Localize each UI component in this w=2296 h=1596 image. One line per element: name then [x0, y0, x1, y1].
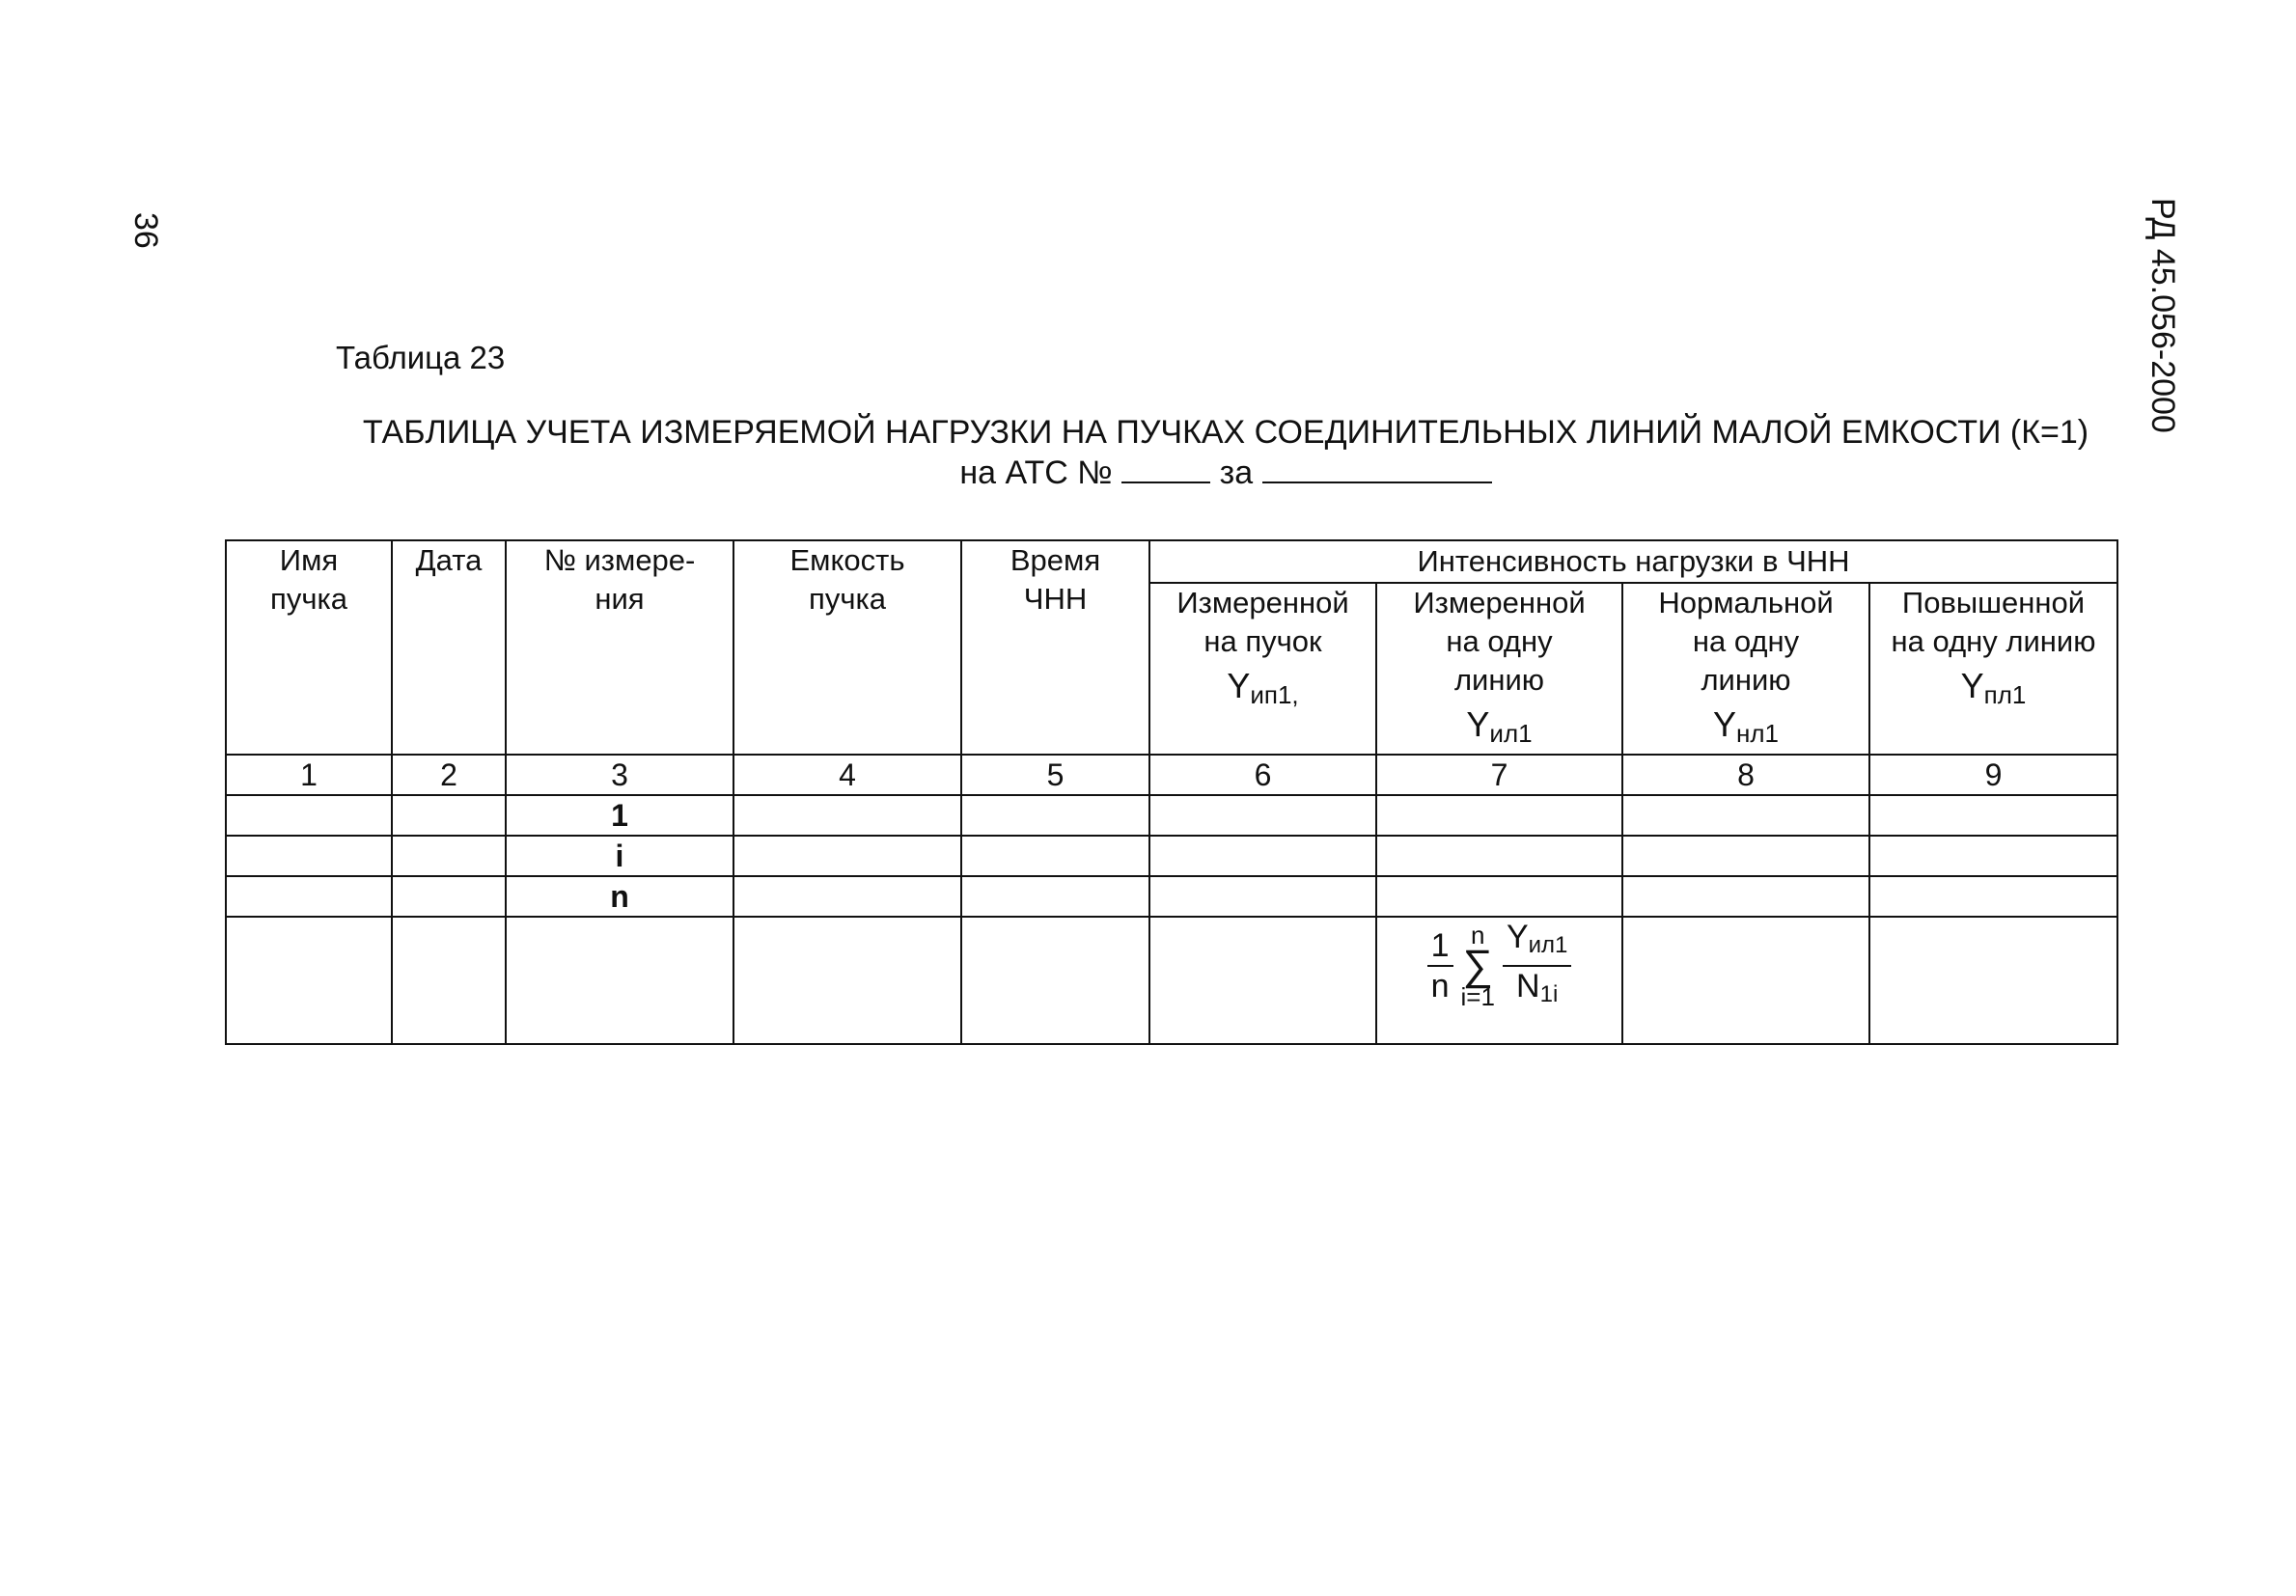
- header-normal-per-line: Нормальной на одну линию $Y_{нл1}$: [1622, 583, 1869, 755]
- column-number: 8: [1622, 755, 1869, 795]
- column-number: 6: [1149, 755, 1376, 795]
- average-formula: $\frac{1}{n}$ n ∑ i=1 $\frac{Y_{ил1}}{N_{1i}}$: [1424, 918, 1576, 1014]
- header-measurement-number: № измере- ния: [506, 540, 733, 755]
- page-number: 36: [127, 212, 164, 249]
- period-blank: [1262, 454, 1492, 483]
- column-number-row: [226, 755, 2117, 795]
- load-table: [225, 539, 2118, 1045]
- symbol-y-ip1: $Y_{ип1,}$: [1227, 666, 1299, 709]
- header-load-intensity-group: Интенсивность нагрузки в ЧНН: [1149, 540, 2117, 583]
- table-row: [226, 836, 2117, 876]
- symbol-y-nl1: $Y_{нл1}$: [1712, 704, 1779, 748]
- header-increased-per-line: Повышенной на одну линию $Y_{пл1}$: [1869, 583, 2117, 755]
- header-measured-per-line: Измеренной на одну линию $Y_{ил1}$: [1376, 583, 1622, 755]
- table-row: [226, 876, 2117, 917]
- document-code: РД 45.056-2000: [2144, 198, 2181, 433]
- ats-number-blank: [1121, 454, 1210, 483]
- sum-sign: n ∑ i=1: [1460, 921, 1495, 1011]
- column-number: 7: [1376, 755, 1622, 795]
- column-number: 1: [226, 755, 392, 795]
- header-measured-per-bundle: Измеренной на пучок $Y_{ип1,}$: [1149, 583, 1376, 755]
- column-number: 5: [961, 755, 1149, 795]
- column-number: 2: [392, 755, 506, 795]
- symbol-y-pl1: $Y_{пл1}$: [1960, 666, 2027, 709]
- summary-row: [226, 917, 2117, 1044]
- header-busy-hour-time: Время ЧНН: [961, 540, 1149, 755]
- measurement-index: 1: [506, 795, 733, 836]
- table-label: Таблица 23: [336, 340, 506, 375]
- subtitle-prefix: на АТС №: [959, 454, 1113, 491]
- header-bundle-capacity: Емкость пучка: [733, 540, 961, 755]
- column-number: 3: [506, 755, 733, 795]
- column-number: 9: [1869, 755, 2117, 795]
- table-title: ТАБЛИЦА УЧЕТА ИЗМЕРЯЕМОЙ НАГРУЗКИ НА ПУЧКАХ СОЕДИНИТЕЛЬНЫХ ЛИНИЙ МАЛОЙ ЕМКОСТИ (К=1): [362, 414, 2089, 451]
- symbol-y-il1: $Y_{ил1}$: [1466, 704, 1533, 748]
- measurement-index: i: [506, 836, 733, 876]
- column-number: 4: [733, 755, 961, 795]
- average-formula-cell: [1376, 917, 1622, 1044]
- header-bundle-name: Имя пучка: [226, 540, 392, 755]
- measurement-index: n: [506, 876, 733, 917]
- subtitle-middle: за: [1219, 454, 1254, 491]
- table-row: [226, 795, 2117, 836]
- header-date: Дата: [392, 540, 506, 755]
- table-subtitle: [318, 454, 2133, 492]
